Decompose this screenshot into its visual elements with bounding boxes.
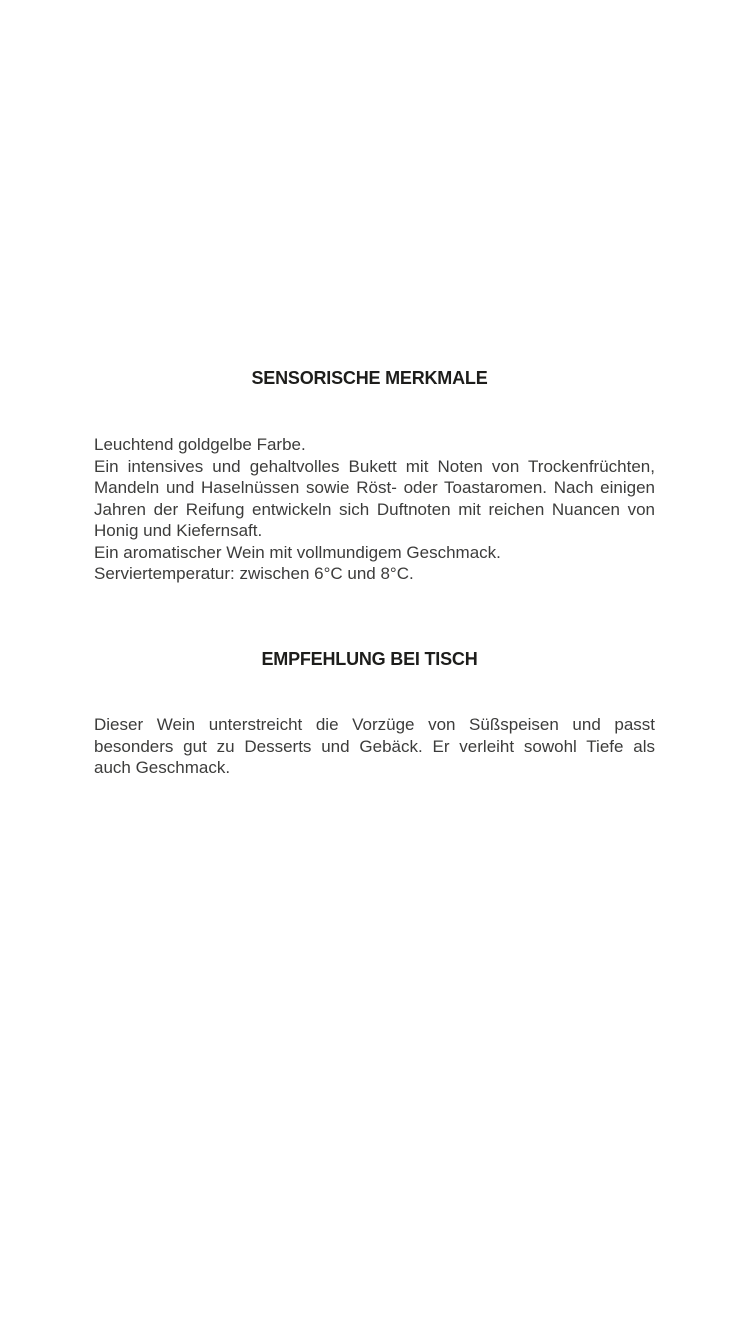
- text-line: auch Geschmack.: [94, 758, 231, 777]
- text-line: Honig und Kiefernsaft.: [94, 521, 263, 540]
- text-line: Jahren der Reifung entwickeln sich Duftnoten mit reichen Nuancen von: [94, 499, 655, 519]
- text-line: Mandeln und Haselnüssen sowie Röst- oder Toastaromen. Nach einigen: [94, 478, 655, 497]
- text-line: Ein intensives und gehaltvolles Bukett mit Noten von Trockenfrüchten,: [94, 456, 655, 476]
- sensory-paragraph: [94, 434, 655, 585]
- text-line: Leuchtend goldgelbe Farbe.: [94, 435, 306, 454]
- text-line: Serviertemperatur: zwischen 6°C und 8°C.: [94, 564, 414, 583]
- sensory-section-heading: SENSORISCHE MERKMALE: [251, 368, 488, 388]
- pairing-paragraph: [94, 714, 655, 779]
- text-line: besonders gut zu Desserts und Gebäck. Er verleiht sowohl Tiefe als: [94, 736, 655, 756]
- pairing-section-heading: EMPFEHLUNG BEI TISCH: [261, 649, 478, 669]
- text-line: Dieser Wein unterstreicht die Vorzüge von Süßspeisen und passt: [94, 715, 655, 734]
- text-line: Ein aromatischer Wein mit vollmundigem Geschmack.: [94, 542, 501, 562]
